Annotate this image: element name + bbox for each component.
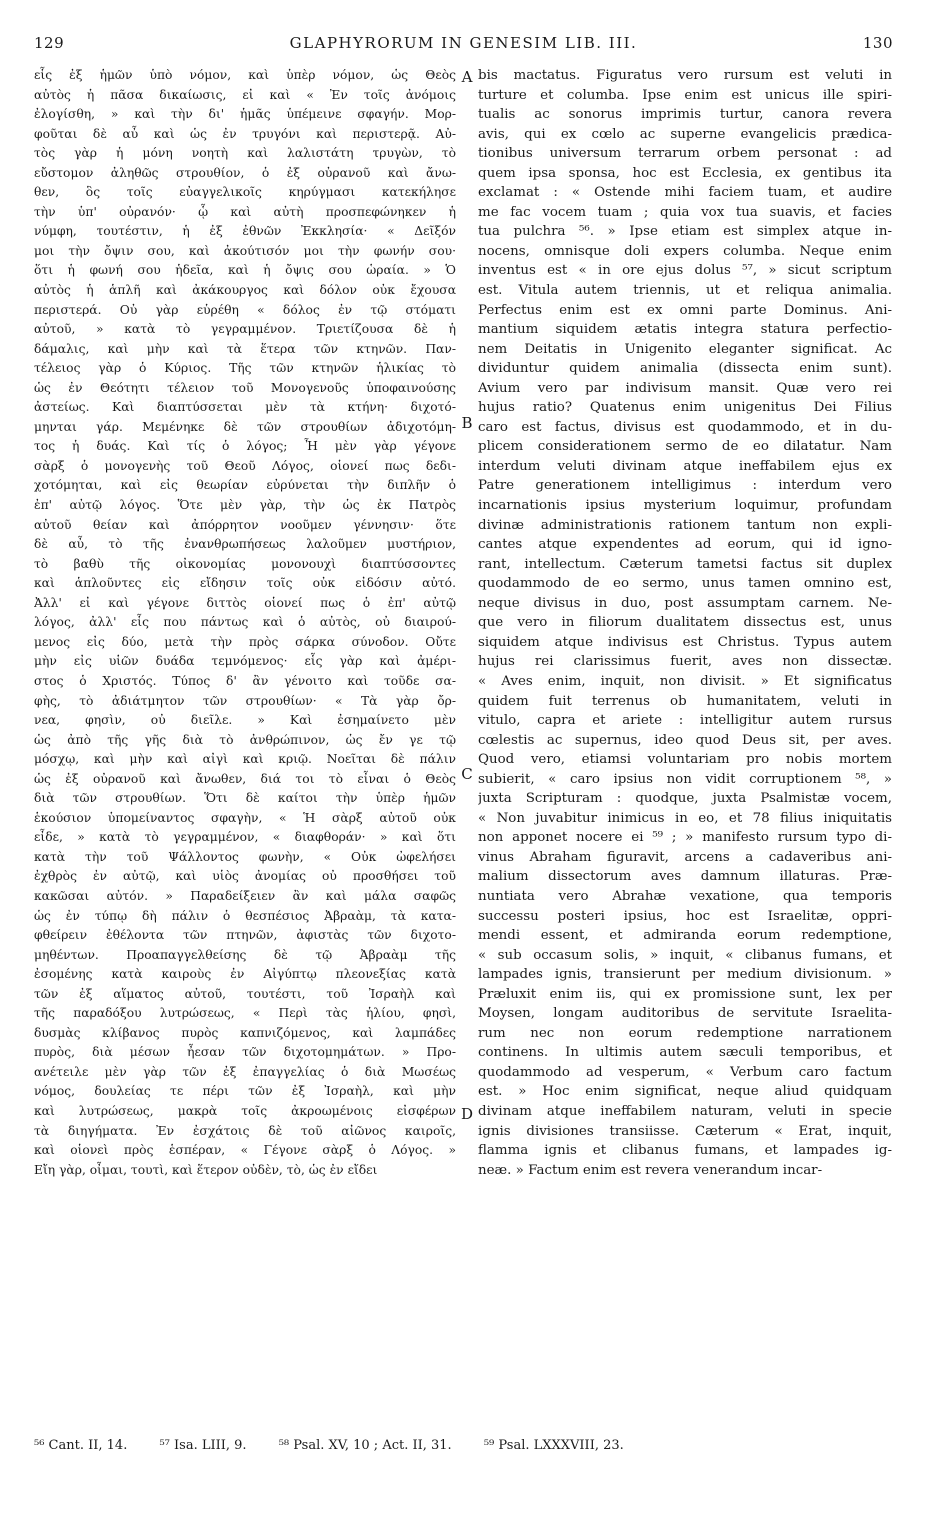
page-header — [34, 34, 893, 60]
text-line: κατὰ τὴν τοῦ Ψάλλοντος φωνὴν, « Οὐκ ὠφελήσει — [34, 849, 456, 864]
text-line: ἐπ' αὐτῷ λόγος. Ὅτε μὲν γὰρ, τὴν ὡς ἐκ Πατρὸς — [34, 498, 456, 513]
text-line: Avium vero par indivisum mansit. Quæ vero rei — [478, 380, 892, 396]
text-line: subierit, « caro ipsius non vidit corruptionem ⁵⁸, » — [478, 771, 892, 787]
page-number-right: 130 — [862, 34, 893, 52]
text-line: ὡς ἐν Θεότητι τέλειον τοῦ Μονογενοῦς ὑποφαινούσης — [34, 380, 456, 395]
column-marker-c: C — [461, 765, 473, 783]
text-line: αὐτοῦ, » κατὰ τὸ γεγραμμένον. Τριετίζουσα δὲ ἡ — [34, 322, 456, 337]
text-line: διὰ τῶν στρουθίων. Ὅτι δὲ καίτοι τὴν ὑπὲρ ἡμῶν — [34, 791, 456, 806]
footnote: ⁵⁶ Cant. II, 14. — [34, 1438, 128, 1453]
text-line: καὶ λυτρώσεως, μακρὰ τοῖς ἀκροωμένοις εἰσφέρων — [34, 1103, 456, 1118]
text-line: Quod vero, etiamsi voluntariam pro nobis mortem — [478, 752, 892, 768]
text-line: λόγος, ἀλλ' εἷς που πάντως καὶ ὁ αὐτὸς, οὐ διαιρού- — [34, 615, 456, 630]
column-marker-b: B — [461, 414, 473, 432]
text-line: δυσμὰς κλίβανος πυρὸς καπνιζόμενος, καὶ λαμπάδες — [34, 1025, 456, 1040]
text-line: caro est factus, divisus est quodammodo, et in du- — [478, 419, 892, 435]
text-line: Εἴη γὰρ, οἶμαι, τουτὶ, καὶ ἕτερον οὐδὲν, τὸ, ὡς ἐν εἴδει — [34, 1162, 378, 1177]
text-line: τὸ βαθὺ τῆς οἰκονομίας μονονουχὶ διαπτύσσοντες — [34, 556, 456, 571]
text-line: avis, qui ex cœlo ac superne evangelicis prædica- — [478, 126, 892, 142]
text-line: τῆς παραδόξου λυτρώσεως, « Περὶ τὰς ἡλίου, φησὶ, — [34, 1006, 456, 1021]
text-line: καὶ ἁπλοῦντες εἰς εἴδησιν τοῖς οὐκ εἰδόσιν αὐτό. — [34, 576, 456, 591]
text-line: turture et columba. Ipse enim est unicus ille spiri- — [478, 87, 892, 103]
text-line: μοι τὴν ὄψιν σου, καὶ ἀκούτισόν μοι τὴν φωνήν σου· — [34, 243, 456, 258]
text-line: cantes atque expendentes ad eorum, qui id igno- — [478, 537, 892, 553]
text-line: divinæ administrationis rationem tantum non expli- — [478, 517, 892, 533]
text-line: Perfectus enim est ex omni parte Dominus. Ani- — [478, 302, 892, 318]
text-line: τὸς γὰρ ἡ μόνη νοητὴ καὶ λαλιστάτη τρυγὼν, τὸ — [34, 146, 456, 161]
footnotes — [34, 1438, 893, 1453]
text-line: mantium siquidem ætatis integra statura perfectio- — [478, 322, 892, 338]
text-line: successu posteri ipsius, hoc est Israelitæ, oppri- — [478, 908, 892, 924]
text-line: μόσχῳ, καὶ μὴν καὶ αἰγὶ καὶ κριῷ. Νοεῖται δὲ πάλιν — [34, 752, 456, 767]
text-line: incarnationis ipsius mysterium loquimur, profundam — [478, 498, 892, 514]
text-line: δὲ αὖ, τὸ τῆς ἐνανθρωπήσεως λαλοῦμεν μυστήριον, — [34, 537, 456, 552]
footnote: ⁵⁷ Isa. LIII, 9. — [159, 1438, 247, 1453]
text-line: est. Vitula autem triennis, ut et reliqua animalia. — [478, 283, 892, 299]
text-line: τέλειος γὰρ ὁ Κύριος. Τῆς τῶν κτηνῶν ἡλικίας τὸ — [34, 361, 456, 376]
text-line: « sub occasum solis, » inquit, « clibanus fumans, et — [478, 947, 892, 963]
page-number-left: 129 — [34, 34, 65, 52]
column-marker-a: A — [461, 68, 473, 86]
text-line: exclamat : « Ostende mihi faciem tuam, et audire — [478, 185, 892, 201]
text-line: τὴν ὑπ' οὐρανόν· ᾧ καὶ αὐτὴ προσπεφώνηκεν ἡ — [34, 204, 456, 219]
footnote: ⁵⁹ Psal. LXXXVIII, 23. — [483, 1438, 624, 1453]
text-line: ἐλογίσθη, » καὶ τὴν δι' ἡμᾶς ὑπέμεινε σφαγήν. Μορ- — [34, 107, 456, 122]
text-line: neæ. » Factum enim est revera venerandum incar- — [478, 1162, 823, 1178]
text-line: vinus Abraham figuravit, arcens a cadaveribus ani- — [478, 849, 892, 865]
text-line: nocens, omnisque doli expers columba. Neque enim — [478, 243, 892, 259]
text-line: ἐσομένης κατὰ καιροὺς ἐν Αἰγύπτῳ πλεονεξίας κατὰ — [34, 967, 456, 982]
text-line: τὰ διηγήματα. Ἐν ἐσχάτοις δὲ τοῦ αἰῶνος καιροῖς, — [34, 1123, 456, 1138]
text-line: αὐτὸς ἡ ἁπλῆ καὶ ἀκάκουργος καὶ δόλον οὐκ ἔχουσα — [34, 283, 456, 298]
text-line: ὅτι ἡ φωνή σου ἡδεῖα, καὶ ἡ ὄψις σου ὡραία. » Ὁ — [34, 263, 456, 278]
text-line: juxta Scripturam : quodque, juxta Psalmistæ vocem, — [478, 791, 892, 807]
footnote: ⁵⁸ Psal. XV, 10 ; Act. II, 31. — [278, 1438, 452, 1453]
text-line: neque divisus in duo, post assumptam carnem. Ne- — [478, 595, 892, 611]
text-line: cœlestis ac supernus, ideo quod Deus sit, per aves. — [478, 732, 892, 748]
text-line: « Aves enim, inquit, non divisit. » Et significatus — [478, 673, 892, 689]
text-line: Patre generationem intelligimus : interdum vero — [478, 478, 892, 494]
text-line: Moysen, longam auditoribus de servitute Israelita- — [478, 1006, 892, 1022]
text-line: εἷς ἐξ ἡμῶν ὑπὸ νόμον, καὶ ὑπὲρ νόμον, ὡς Θεὸς — [34, 68, 456, 82]
text-line: θεν, ὃς τοῖς εὐαγγελικοῖς κηρύγμασι κατεκήλησε — [34, 185, 456, 200]
text-line: φὴς, τὸ ἀδιάτμητον τῶν στρουθίων· « Τὰ γὰρ ὄρ- — [34, 693, 456, 708]
text-line: εὔστομον ἀληθῶς στρουθίον, ὁ ἐξ οὐρανοῦ καὶ ἄνω- — [34, 165, 456, 180]
column-marker-d: D — [460, 1105, 474, 1123]
text-line: plicem considerationem sermo de eo dilatatur. Nam — [478, 439, 892, 455]
text-line: mendi essent, et admiranda eorum redemptione, — [478, 928, 892, 944]
text-line: que vero in filiorum dualitatem dissectus est, unus — [478, 615, 892, 631]
text-line: interdum veluti divinam atque ineffabilem ejus ex — [478, 458, 892, 474]
text-line: quodammodo ad vesperum, « Verbum caro factum — [478, 1064, 892, 1080]
text-line: ἀστείως. Καὶ διαπτύσσεται μὲν τὰ κτήνη· διχοτό- — [34, 400, 456, 415]
text-line: dividuntur quidem animalia (dissecta enim sunt). — [478, 361, 892, 377]
text-line: bis mactatus. Figuratus vero rursum est veluti in — [478, 68, 892, 83]
text-line: rant, intellectum. Cæterum tametsi factus sit duplex — [478, 556, 892, 572]
text-line: quodammodo de eo sermo, unus tamen omnino est, — [478, 576, 892, 592]
text-line: χοτόμηται, καὶ εἰς θεωρίαν εὐρύνεται τὴν διπλῆν ὁ — [34, 478, 456, 493]
text-line: est. » Hoc enim significat, neque aliud quidquam — [478, 1084, 892, 1100]
text-line: μηνται γάρ. Μεμένηκε δὲ τῶν στρουθίων ἀδιχοτόμη- — [34, 419, 456, 434]
text-line: hujus rei clarissimus fuerit, aves non dissectæ. — [478, 654, 892, 670]
text-line: inventus est « in ore ejus dolus ⁵⁷, » sicut scriptum — [478, 263, 892, 279]
text-line: φθείρειν ἐθέλοντα τῶν πτηνῶν, ἀφιστὰς τῶν διχοτο- — [34, 928, 456, 943]
text-line: lampades ignis, transierunt per medium divisionum. » — [478, 967, 892, 983]
text-line: Ἀλλ' εἰ καὶ γέγονε διττὸς οἱονεί πως ὁ ἐπ' αὐτῷ — [34, 595, 456, 610]
text-line: tua pulchra ⁵⁶. » Ipse etiam est simplex atque in- — [478, 224, 892, 240]
text-line: hujus ratio? Quatenus enim unigenitus Dei Filius — [478, 400, 892, 416]
text-line: malium dissectorum aves damnum illaturas. Præ- — [478, 869, 892, 885]
text-line: siquidem atque indivisus est Christus. Typus autem — [478, 634, 892, 650]
text-line: φοῦται δὲ αὖ καὶ ὡς ἐν τρυγόνι καὶ περιστερᾷ. Αὐ- — [34, 126, 456, 141]
text-line: τῶν ἐξ αἵματος αὐτοῦ, τουτέστι, τοῦ Ἰσραὴλ καὶ — [34, 986, 456, 1001]
text-line: divinam atque ineffabilem naturam, veluti in specie — [478, 1103, 892, 1119]
latin-text-column — [478, 66, 892, 1396]
text-line: ignis divisiones transiisse. Cæterum « Erat, inquit, — [478, 1123, 892, 1139]
text-line: quidem fuit terrenus ob humanitatem, veluti in — [478, 693, 892, 709]
text-line: non apponet nocere ei ⁵⁹ ; » manifesto rursum typo di- — [478, 830, 892, 846]
text-line: νεα, φησὶν, οὐ διεῖλε. » Καὶ ἐσημαίνετο μὲν — [34, 713, 456, 728]
text-line: τος ἡ δυάς. Καὶ τίς ὁ λόγος; Ἦ μὲν γὰρ γέγονε — [34, 439, 456, 454]
text-line: πυρὸς, διὰ μέσων ἦεσαν τῶν διχοτομημάτων. » Προ- — [34, 1045, 456, 1060]
text-line: εἶδε, » κατὰ τὸ γεγραμμένον, « διαφθοράν· » καὶ ὅτι — [34, 830, 456, 845]
text-line: κακῶσαι αὐτόν. » Παραδείξειεν ἂν καὶ μάλα σαφῶς — [34, 888, 456, 903]
text-line: αὐτὸς ἡ πᾶσα δικαίωσις, εἰ καὶ « Ἐν τοῖς ἀνόμοις — [34, 87, 456, 102]
text-line: rum nec non eorum redemptione narrationem — [478, 1025, 892, 1041]
text-line: ανέτειλε μὲν γὰρ τῶν ἐξ ἐπαγγελίας ὁ διὰ Μωσέως — [34, 1064, 456, 1079]
text-line: σὰρξ ὁ μονογενὴς τοῦ Θεοῦ Λόγος, οἱονεί πως δεδι- — [34, 458, 456, 473]
text-line: μὴν εἰς υἱῶν δυάδα τεμνόμενος· εἷς γὰρ καὶ ἀμέρι- — [34, 654, 456, 669]
text-line: περιστερά. Οὐ γὰρ εὑρέθη « δόλος ἐν τῷ στόματι — [34, 302, 456, 317]
text-line: quem ipsa sponsa, hoc est Ecclesia, ex gentibus ita — [478, 165, 892, 181]
text-line: « Non juvabitur inimicus in eo, et 78 filius iniquitatis — [478, 810, 892, 826]
text-line: nuntiata vero Abrahæ vexatione, qua temporis — [478, 888, 892, 904]
text-line: ὡς ἐξ οὐρανοῦ καὶ ἄνωθεν, διά τοι τὸ εἶναι ὁ Θεὸς — [34, 771, 456, 786]
text-line: flamma ignis et clibanus fumans, et lampades ig- — [478, 1143, 892, 1159]
greek-text-column — [34, 66, 456, 1396]
text-line: vitulo, capra et ariete : intelligitur autem rursus — [478, 713, 892, 729]
text-line: στος ὁ Χριστός. Τύπος δ' ἂν γένοιτο καὶ τοῦδε σα- — [34, 673, 456, 688]
text-line: nem Deitatis in Unigenito eleganter significat. Ac — [478, 341, 892, 357]
text-line: ὡς ἐν τύπῳ δὴ πάλιν ὁ θεσπέσιος Ἀβραὰμ, τὰ κατα- — [34, 908, 456, 923]
text-line: νύμφη, τουτέστιν, ἡ ἐξ ἐθνῶν Ἐκκλησία· « Δεῖξόν — [34, 224, 456, 239]
text-line: μενος εἰς δύο, μετὰ τὴν πρὸς σάρκα σύνοδον. Οὔτε — [34, 634, 456, 649]
text-line: tionibus universum terrarum orbem personat : ad — [478, 146, 892, 162]
text-line: ἑκούσιον ὑπομείναντος σφαγὴν, « Ἡ σὰρξ αὐτοῦ οὐκ — [34, 810, 456, 825]
text-line: Præluxit enim iis, qui ex promissione sunt, lex per — [478, 986, 892, 1002]
text-line: μηθέντων. Προαπαγγελθείσης δὲ τῷ Ἀβραὰμ τῆς — [34, 947, 456, 962]
text-line: ὡς ἀπὸ τῆς γῆς διὰ τὸ ἀνθρώπινον, ὡς ἔν γε τῷ — [34, 732, 456, 747]
text-line: tualis ac sonorus imprimis turtur, canora revera — [478, 107, 892, 123]
text-line: αὐτοῦ θείαν καὶ ἀπόρρητον νοοῦμεν γέννησιν· ὅτε — [34, 517, 456, 532]
text-line: me fac vocem tuam ; quia vox tua suavis, et facies — [478, 204, 892, 220]
running-title: GLAPHYRORUM IN GENESIM LIB. III. — [289, 34, 638, 52]
text-line: δάμαλις, καὶ μὴν καὶ τὰ ἕτερα τῶν κτηνῶν. Παν- — [34, 341, 456, 356]
text-line: καὶ οἱονεὶ πρὸς ἑσπέραν, « Γέγονε σὰρξ ὁ Λόγος. » — [34, 1143, 456, 1158]
text-line: continens. In ultimis autem sæculi temporibus, et — [478, 1045, 892, 1061]
text-line: νόμος, δουλείας τε πέρι τῶν ἐξ Ἰσραὴλ, καὶ μὴν — [34, 1084, 456, 1099]
text-line: ἐχθρὸς ἐν αὐτῷ, καὶ υἱὸς ἀνομίας οὐ προσθήσει τοῦ — [34, 869, 456, 884]
